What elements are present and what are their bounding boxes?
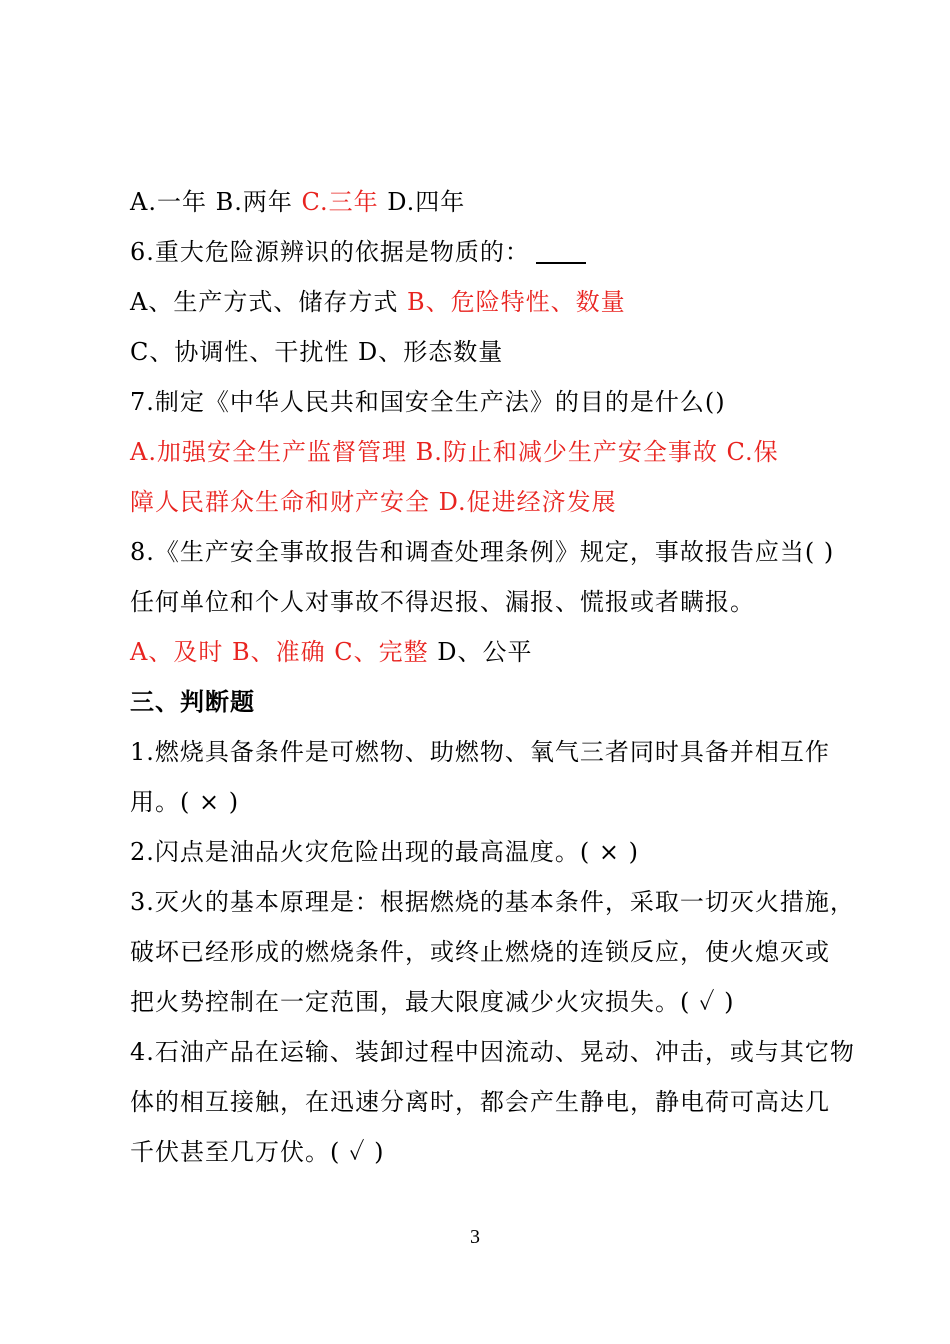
q8-answers-abc: A、及时 B、准确 C、完整 [130,638,429,666]
q8-option-d: D、公平 [428,638,533,666]
tf4-line2: 体的相互接触，在迅速分离时，都会产生静电，静电荷可高达几 [130,1088,830,1116]
q7-answers-line1: A.加强安全生产监督管理 B.防止和减少生产安全事故 C.保 [130,438,779,466]
q5-option-d: D.四年 [378,188,466,216]
q6-options-cd: C、协调性、干扰性 D、形态数量 [130,338,504,366]
tf1-line1: 1.燃烧具备条件是可燃物、助燃物、氧气三者同时具备并相互作 [130,738,830,766]
section-heading: 三、判断题 [130,688,255,716]
q5-options [130,187,840,217]
tf2-line: 2.闪点是油品火灾危险出现的最高温度。( × ) [130,838,639,866]
tf3-line1: 3.灭火的基本原理是：根据燃烧的基本条件，采取一切灭火措施， [130,888,855,916]
q6-options-ab [130,287,840,317]
q7-question: 7.制定《中华人民共和国安全生产法》的目的是什么() [130,388,726,416]
q6-text: 6.重大危险源辨识的依据是物质的： [130,238,530,266]
tf4-line3: 千伏甚至几万伏。( ✓ ) [130,1138,385,1166]
q8-options [130,637,840,667]
q7-answers-line2: 障人民群众生命和财产安全 D.促进经济发展 [130,488,617,516]
q6-question [130,237,840,267]
answer-blank [536,240,586,264]
q5-answer-c: C.三年 [301,188,379,216]
tf1-line2: 用。( × ) [130,788,240,816]
page-number: 3 [470,1226,480,1248]
tf3-line3: 把火势控制在一定范围，最大限度减少火灾损失。( ✓ ) [130,988,735,1016]
q5-option-ab: A.一年 B.两年 [130,188,302,216]
tf4-line1: 4.石油产品在运输、装卸过程中因流动、晃动、冲击，或与其它物 [130,1038,855,1066]
q6-option-a: A、生产方式、储存方式 [130,288,407,316]
q8-question-line2: 任何单位和个人对事故不得迟报、漏报、慌报或者瞒报。 [130,588,755,616]
q8-question-line1: 8.《生产安全事故报告和调查处理条例》规定，事故报告应当( ) [130,538,835,566]
q6-answer-b: B、危险特性、数量 [406,288,626,316]
tf3-line2: 破坏已经形成的燃烧条件，或终止燃烧的连锁反应，使火熄灭或 [130,938,830,966]
